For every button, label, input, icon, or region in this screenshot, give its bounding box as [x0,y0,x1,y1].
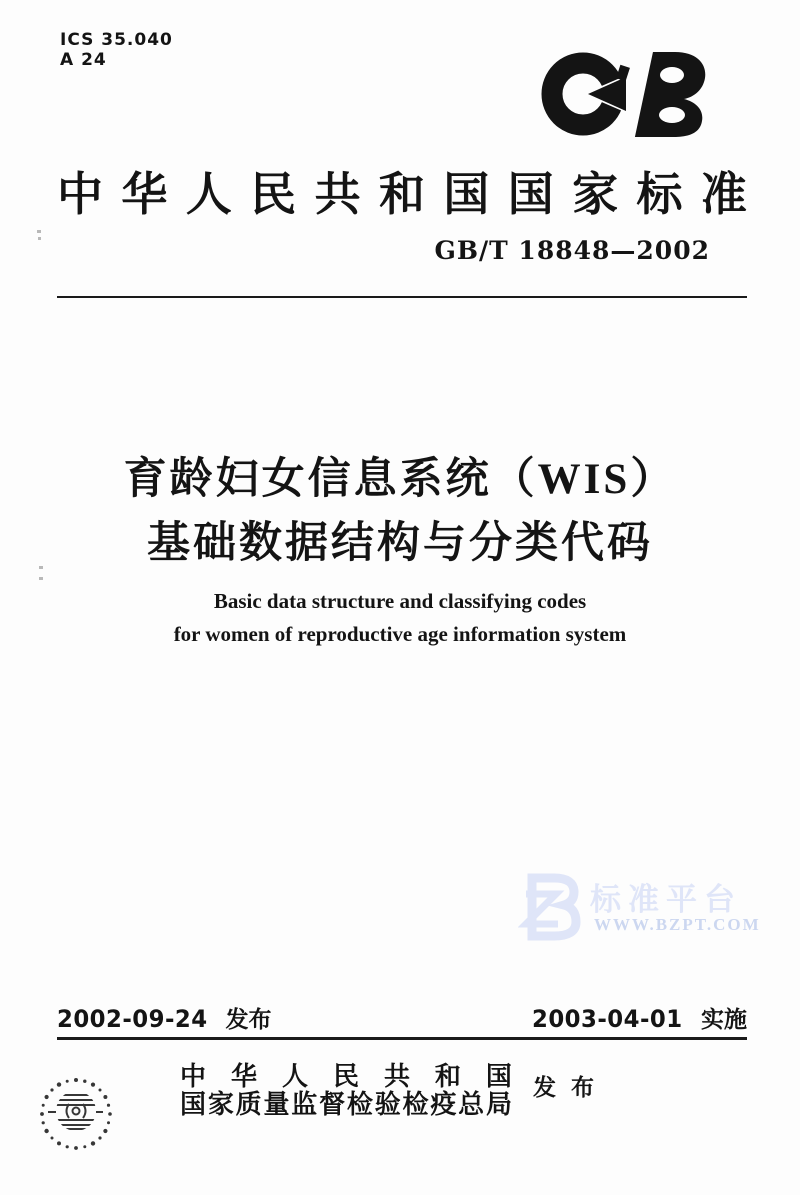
issue-label: 发布 [225,1007,272,1032]
impl-label: 实施 [701,1007,747,1032]
scan-artifact [37,230,41,233]
scan-artifact [39,577,43,580]
bottom-rule [57,1037,747,1040]
main-title-line1: 育龄妇女信息系统（WIS） [123,456,677,503]
official-stamp-icon [36,1074,116,1154]
main-title-line2: 基础数据结构与分类代码 [147,520,653,567]
ics-code: ICS 35.040 [60,30,173,50]
main-title-en [0,585,800,651]
en-title-line2: for women of reproductive age information system [173,622,627,646]
watermark [518,868,761,958]
scan-artifact [38,237,41,240]
top-rule [57,296,747,298]
watermark-name: 标准平台 [590,882,742,917]
watermark-url: WWW.BZPT.COM [594,915,761,934]
release-label: 发布 [533,1075,609,1100]
main-title-zh [0,448,800,576]
date-row [57,1001,747,1034]
impl-date-group [532,1001,747,1034]
gb-logo-icon [538,48,706,140]
publisher-line1: 中 华 人 民 共 和 国 [180,1062,512,1091]
publisher-line2: 国 家 质 量 监 督 检 验 检 疫 总 局 [180,1090,512,1119]
bzpt-logo-icon [518,872,582,949]
impl-date: 2003-04-01 [532,1005,684,1033]
issue-date: 2002-09-24 [57,1005,208,1033]
ics-block [60,30,173,70]
en-title-line1: Basic data structure and classifying codes [213,589,587,613]
standard-number: GB/T 18848—2002 [434,236,710,265]
class-code: A 24 [60,50,107,70]
scan-artifact [39,566,43,569]
header-title: 中 华 人 民 共 和 国 国 家 标 准 [57,169,747,220]
issue-date-group [57,1001,272,1034]
